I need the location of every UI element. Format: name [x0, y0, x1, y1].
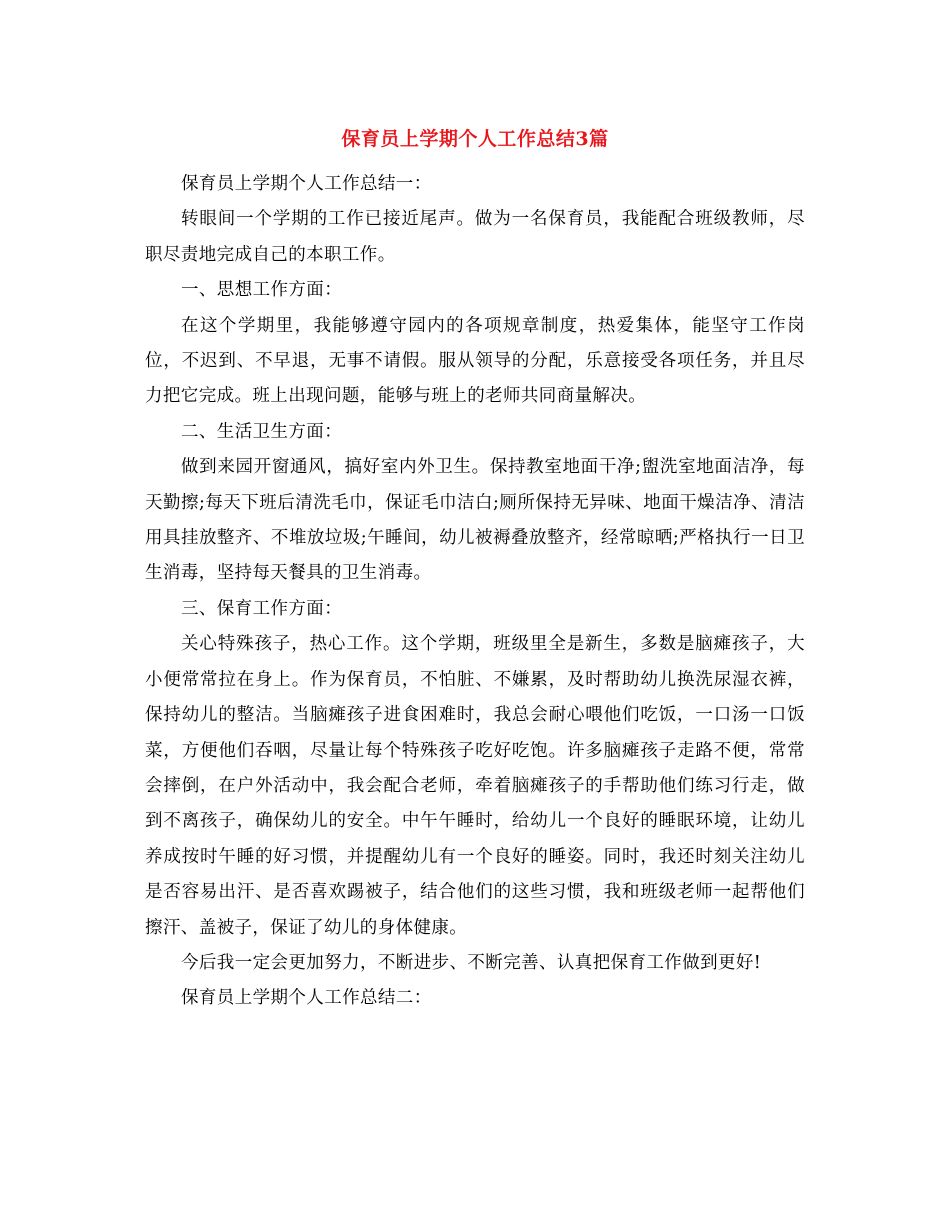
- section-heading-summary-two: 保育员上学期个人工作总结二：: [181, 988, 432, 1009]
- section-heading-thinking: 一、思想工作方面：: [181, 280, 343, 301]
- section-heading-care: 三、保育工作方面：: [181, 598, 343, 619]
- closing-paragraph: 今后我一定会更加努力，不断进步、不断完善、认真把保育工作做到更好!: [181, 952, 762, 973]
- hygiene-paragraph: 做到来园开窗通风，搞好室内外卫生。保持教室地面干净;盥洗室地面洁净，每天勤擦;每天下班后清洗毛巾，保证毛巾洁白;厕所保持无异味、地面干燥洁净、清洁用具挂放整齐、不堆放垃圾;午睡间，幼儿被褥叠放整齐，经常晾晒;严格执行一日卫生消毒，坚持每天餐具的卫生消毒。: [145, 457, 805, 584]
- document-body: [145, 167, 805, 1017]
- thinking-paragraph: 在这个学期里，我能够遵守园内的各项规章制度，热爱集体，能坚守工作岗位，不迟到、不早退，无事不请假。服从领导的分配，乐意接受各项任务，并且尽力把它完成。班上出现问题，能够与班上的老师共同商量解决。: [145, 315, 805, 407]
- section-heading-hygiene: 二、生活卫生方面：: [181, 421, 343, 442]
- care-paragraph: 关心特殊孩子，热心工作。这个学期，班级里全是新生，多数是脑瘫孩子，大小便常常拉在身上。作为保育员，不怕脏、不嫌累，及时帮助幼儿换洗尿湿衣裤，保持幼儿的整洁。当脑瘫孩子进食困难时，我总会耐心喂他们吃饭，一口汤一口饭菜，方便他们吞咽，尽量让每个特殊孩子吃好吃饱。许多脑瘫孩子走路不便，常常会摔倒，在户外活动中，我会配合老师，牵着脑瘫孩子的手帮助他们练习行走，做到不离孩子，确保幼儿的安全。中午午睡时，给幼儿一个良好的睡眠环境，让幼儿养成按时午睡的好习惯，并提醒幼儿有一个良好的睡姿。同时，我还时刻关注幼儿是否容易出汗、是否喜欢踢被子，结合他们的这些习惯，我和班级老师一起帮他们擦汗、盖被子，保证了幼儿的身体健康。: [145, 634, 805, 938]
- document-title: 保育员上学期个人工作总结3篇: [341, 128, 609, 150]
- intro-paragraph: 转眼间一个学期的工作已接近尾声。做为一名保育员，我能配合班级教师，尽职尽责地完成自己的本职工作。: [145, 209, 805, 265]
- section-heading-summary-one: 保育员上学期个人工作总结一：: [181, 174, 432, 194]
